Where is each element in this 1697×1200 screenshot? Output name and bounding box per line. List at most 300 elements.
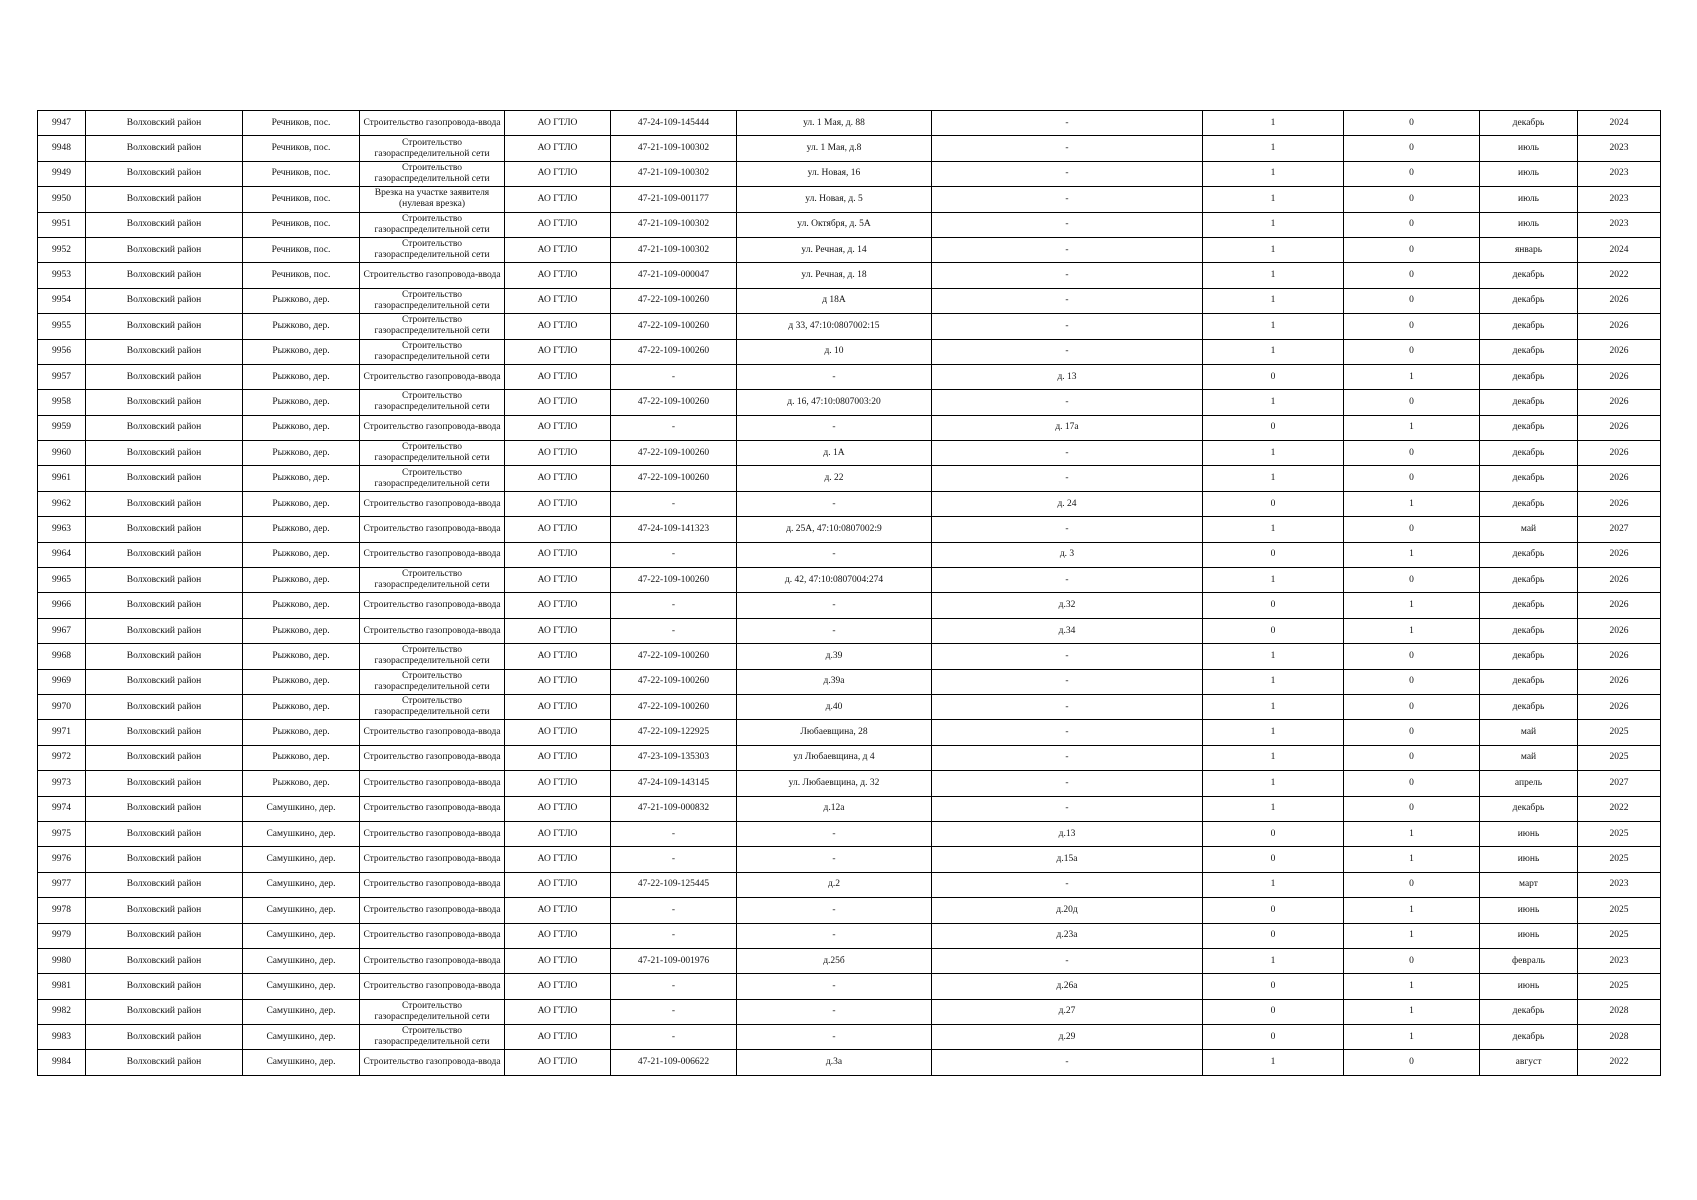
cell-address-connected: ул. 1 Мая, д. 88: [737, 111, 932, 136]
cell-count-a: 0: [1203, 974, 1344, 999]
cell-year: 2026: [1578, 288, 1661, 313]
cell-count-a: 1: [1203, 212, 1344, 237]
cell-address-connected: -: [737, 974, 932, 999]
cell-settlement: Рыжково, дер.: [243, 593, 360, 618]
cell-request-number: 47-24-109-145444: [611, 111, 737, 136]
cell-organization: АО ГТЛО: [505, 974, 611, 999]
cell-row-number: 9966: [38, 593, 86, 618]
cell-settlement: Рыжково, дер.: [243, 568, 360, 593]
cell-address-connected: -: [737, 364, 932, 389]
table-row: [38, 288, 1661, 313]
cell-month: декабрь: [1480, 111, 1578, 136]
cell-address-connected: д.40: [737, 694, 932, 719]
cell-count-a: 1: [1203, 441, 1344, 466]
cell-year: 2026: [1578, 593, 1661, 618]
cell-count-a: 0: [1203, 593, 1344, 618]
cell-row-number: 9948: [38, 136, 86, 161]
cell-address-connected: ул. Речная, д. 14: [737, 237, 932, 262]
table-row: [38, 314, 1661, 339]
cell-count-a: 1: [1203, 669, 1344, 694]
cell-year: 2026: [1578, 314, 1661, 339]
cell-count-b: 0: [1344, 948, 1480, 973]
cell-settlement: Рыжково, дер.: [243, 390, 360, 415]
cell-address-pending: -: [932, 568, 1203, 593]
cell-request-number: -: [611, 415, 737, 440]
cell-address-pending: -: [932, 771, 1203, 796]
cell-address-connected: -: [737, 999, 932, 1024]
table-row: [38, 212, 1661, 237]
cell-month: июль: [1480, 212, 1578, 237]
cell-month: декабрь: [1480, 441, 1578, 466]
table-row: [38, 568, 1661, 593]
cell-year: 2023: [1578, 161, 1661, 186]
cell-count-b: 0: [1344, 466, 1480, 491]
cell-address-pending: -: [932, 1050, 1203, 1075]
cell-work-type: Строительство газопровода-ввода: [360, 618, 505, 643]
cell-count-b: 1: [1344, 898, 1480, 923]
data-table: [37, 110, 1661, 1076]
cell-settlement: Самушкино, дер.: [243, 974, 360, 999]
cell-row-number: 9950: [38, 187, 86, 212]
cell-year: 2025: [1578, 720, 1661, 745]
cell-work-type: Строительство газопровода-ввода: [360, 821, 505, 846]
cell-year: 2026: [1578, 339, 1661, 364]
cell-year: 2023: [1578, 948, 1661, 973]
cell-count-b: 0: [1344, 745, 1480, 770]
cell-district: Волховский район: [86, 364, 243, 389]
cell-address-connected: д.3а: [737, 1050, 932, 1075]
cell-work-type: Строительство газораспределительной сети: [360, 999, 505, 1024]
cell-district: Волховский район: [86, 263, 243, 288]
cell-count-b: 0: [1344, 237, 1480, 262]
cell-month: декабрь: [1480, 466, 1578, 491]
cell-count-a: 1: [1203, 1050, 1344, 1075]
cell-organization: АО ГТЛО: [505, 441, 611, 466]
table-row: [38, 390, 1661, 415]
cell-year: 2027: [1578, 771, 1661, 796]
cell-work-type: Строительство газопровода-ввода: [360, 745, 505, 770]
table-body: [38, 111, 1661, 1076]
cell-request-number: -: [611, 618, 737, 643]
table-row: [38, 974, 1661, 999]
cell-count-a: 0: [1203, 821, 1344, 846]
cell-district: Волховский район: [86, 948, 243, 973]
table-row: [38, 999, 1661, 1024]
cell-district: Волховский район: [86, 187, 243, 212]
table-row: [38, 847, 1661, 872]
cell-settlement: Рыжково, дер.: [243, 694, 360, 719]
cell-work-type: Строительство газораспределительной сети: [360, 339, 505, 364]
cell-count-b: 0: [1344, 694, 1480, 719]
cell-organization: АО ГТЛО: [505, 872, 611, 897]
cell-work-type: Врезка на участке заявителя (нулевая врезка): [360, 187, 505, 212]
cell-year: 2025: [1578, 974, 1661, 999]
cell-count-a: 1: [1203, 339, 1344, 364]
cell-district: Волховский район: [86, 720, 243, 745]
cell-row-number: 9972: [38, 745, 86, 770]
cell-month: июль: [1480, 187, 1578, 212]
cell-settlement: Рыжково, дер.: [243, 618, 360, 643]
cell-request-number: -: [611, 1025, 737, 1050]
cell-organization: АО ГТЛО: [505, 898, 611, 923]
cell-count-a: 0: [1203, 618, 1344, 643]
cell-organization: АО ГТЛО: [505, 187, 611, 212]
cell-request-number: 47-22-109-100260: [611, 339, 737, 364]
cell-district: Волховский район: [86, 669, 243, 694]
cell-district: Волховский район: [86, 872, 243, 897]
cell-address-connected: ул Любаевщина, д 4: [737, 745, 932, 770]
cell-count-b: 0: [1344, 568, 1480, 593]
cell-month: май: [1480, 745, 1578, 770]
cell-district: Волховский район: [86, 542, 243, 567]
cell-month: декабрь: [1480, 796, 1578, 821]
cell-count-b: 0: [1344, 720, 1480, 745]
cell-count-a: 0: [1203, 999, 1344, 1024]
cell-month: декабрь: [1480, 644, 1578, 669]
cell-work-type: Строительство газопровода-ввода: [360, 111, 505, 136]
cell-year: 2026: [1578, 466, 1661, 491]
cell-address-connected: Любаевщина, 28: [737, 720, 932, 745]
cell-month: июль: [1480, 136, 1578, 161]
cell-count-a: 1: [1203, 237, 1344, 262]
cell-year: 2026: [1578, 415, 1661, 440]
cell-count-b: 1: [1344, 491, 1480, 516]
cell-year: 2025: [1578, 745, 1661, 770]
table-row: [38, 644, 1661, 669]
cell-settlement: Рыжково, дер.: [243, 669, 360, 694]
cell-month: май: [1480, 517, 1578, 542]
cell-row-number: 9949: [38, 161, 86, 186]
cell-address-pending: -: [932, 466, 1203, 491]
cell-work-type: Строительство газопровода-ввода: [360, 872, 505, 897]
cell-district: Волховский район: [86, 314, 243, 339]
table-row: [38, 694, 1661, 719]
cell-organization: АО ГТЛО: [505, 644, 611, 669]
cell-year: 2028: [1578, 1025, 1661, 1050]
cell-year: 2026: [1578, 694, 1661, 719]
cell-address-pending: -: [932, 390, 1203, 415]
table-row: [38, 720, 1661, 745]
cell-count-a: 1: [1203, 517, 1344, 542]
cell-work-type: Строительство газопровода-ввода: [360, 491, 505, 516]
cell-work-type: Строительство газопровода-ввода: [360, 796, 505, 821]
cell-count-a: 0: [1203, 542, 1344, 567]
cell-settlement: Рыжково, дер.: [243, 745, 360, 770]
cell-count-b: 0: [1344, 390, 1480, 415]
cell-organization: АО ГТЛО: [505, 847, 611, 872]
cell-address-connected: д.39а: [737, 669, 932, 694]
cell-settlement: Рыжково, дер.: [243, 339, 360, 364]
cell-count-b: 1: [1344, 821, 1480, 846]
cell-row-number: 9982: [38, 999, 86, 1024]
cell-organization: АО ГТЛО: [505, 237, 611, 262]
cell-month: декабрь: [1480, 491, 1578, 516]
cell-count-b: 0: [1344, 1050, 1480, 1075]
cell-settlement: Самушкино, дер.: [243, 872, 360, 897]
cell-count-a: 0: [1203, 415, 1344, 440]
cell-count-b: 1: [1344, 847, 1480, 872]
table-row: [38, 415, 1661, 440]
cell-work-type: Строительство газопровода-ввода: [360, 542, 505, 567]
cell-year: 2025: [1578, 898, 1661, 923]
cell-address-connected: -: [737, 898, 932, 923]
cell-year: 2026: [1578, 441, 1661, 466]
cell-address-pending: -: [932, 694, 1203, 719]
cell-count-b: 0: [1344, 669, 1480, 694]
table-row: [38, 187, 1661, 212]
table-row: [38, 111, 1661, 136]
cell-address-pending: -: [932, 288, 1203, 313]
cell-work-type: Строительство газопровода-ввода: [360, 847, 505, 872]
cell-row-number: 9981: [38, 974, 86, 999]
cell-request-number: 47-22-109-100260: [611, 314, 737, 339]
cell-organization: АО ГТЛО: [505, 136, 611, 161]
cell-settlement: Речников, пос.: [243, 263, 360, 288]
cell-work-type: Строительство газораспределительной сети: [360, 441, 505, 466]
cell-address-pending: д.27: [932, 999, 1203, 1024]
cell-request-number: 47-22-109-100260: [611, 669, 737, 694]
cell-row-number: 9980: [38, 948, 86, 973]
cell-district: Волховский район: [86, 974, 243, 999]
cell-year: 2026: [1578, 491, 1661, 516]
table-row: [38, 466, 1661, 491]
table-row: [38, 745, 1661, 770]
cell-count-b: 0: [1344, 136, 1480, 161]
cell-count-a: 1: [1203, 111, 1344, 136]
cell-settlement: Самушкино, дер.: [243, 948, 360, 973]
cell-district: Волховский район: [86, 1050, 243, 1075]
cell-work-type: Строительство газораспределительной сети: [360, 1025, 505, 1050]
cell-district: Волховский район: [86, 847, 243, 872]
cell-month: декабрь: [1480, 669, 1578, 694]
cell-settlement: Самушкино, дер.: [243, 898, 360, 923]
cell-district: Волховский район: [86, 999, 243, 1024]
cell-work-type: Строительство газопровода-ввода: [360, 974, 505, 999]
cell-settlement: Рыжково, дер.: [243, 491, 360, 516]
table-row: [38, 872, 1661, 897]
table-row: [38, 898, 1661, 923]
cell-year: 2022: [1578, 796, 1661, 821]
cell-organization: АО ГТЛО: [505, 542, 611, 567]
cell-request-number: 47-22-109-125445: [611, 872, 737, 897]
cell-year: 2023: [1578, 872, 1661, 897]
cell-request-number: -: [611, 821, 737, 846]
cell-count-b: 0: [1344, 872, 1480, 897]
cell-address-connected: д 18А: [737, 288, 932, 313]
cell-row-number: 9971: [38, 720, 86, 745]
cell-month: декабрь: [1480, 314, 1578, 339]
table-row: [38, 796, 1661, 821]
cell-address-pending: д. 3: [932, 542, 1203, 567]
cell-organization: АО ГТЛО: [505, 948, 611, 973]
cell-count-a: 1: [1203, 872, 1344, 897]
cell-address-connected: д. 42, 47:10:0807004:274: [737, 568, 932, 593]
cell-settlement: Рыжково, дер.: [243, 288, 360, 313]
cell-address-pending: д.26а: [932, 974, 1203, 999]
cell-row-number: 9974: [38, 796, 86, 821]
cell-request-number: -: [611, 974, 737, 999]
table-row: [38, 821, 1661, 846]
cell-row-number: 9963: [38, 517, 86, 542]
cell-request-number: -: [611, 542, 737, 567]
cell-row-number: 9968: [38, 644, 86, 669]
cell-month: декабрь: [1480, 263, 1578, 288]
cell-address-connected: -: [737, 415, 932, 440]
cell-request-number: 47-21-109-000047: [611, 263, 737, 288]
cell-settlement: Рыжково, дер.: [243, 517, 360, 542]
cell-address-pending: д.29: [932, 1025, 1203, 1050]
table-row: [38, 339, 1661, 364]
cell-count-a: 0: [1203, 491, 1344, 516]
cell-address-connected: -: [737, 491, 932, 516]
cell-count-b: 1: [1344, 593, 1480, 618]
cell-district: Волховский район: [86, 694, 243, 719]
cell-count-a: 1: [1203, 466, 1344, 491]
cell-settlement: Самушкино, дер.: [243, 999, 360, 1024]
cell-count-a: 1: [1203, 720, 1344, 745]
cell-work-type: Строительство газопровода-ввода: [360, 593, 505, 618]
cell-settlement: Рыжково, дер.: [243, 441, 360, 466]
table-row: [38, 441, 1661, 466]
cell-organization: АО ГТЛО: [505, 999, 611, 1024]
cell-request-number: -: [611, 898, 737, 923]
cell-settlement: Самушкино, дер.: [243, 847, 360, 872]
cell-request-number: 47-22-109-100260: [611, 568, 737, 593]
cell-month: декабрь: [1480, 568, 1578, 593]
cell-address-connected: ул. Новая, д. 5: [737, 187, 932, 212]
cell-count-b: 0: [1344, 161, 1480, 186]
cell-work-type: Строительство газораспределительной сети: [360, 694, 505, 719]
cell-year: 2023: [1578, 212, 1661, 237]
cell-count-a: 1: [1203, 796, 1344, 821]
cell-address-connected: -: [737, 1025, 932, 1050]
cell-month: июнь: [1480, 923, 1578, 948]
cell-request-number: -: [611, 593, 737, 618]
cell-row-number: 9959: [38, 415, 86, 440]
cell-address-pending: д.20д: [932, 898, 1203, 923]
cell-organization: АО ГТЛО: [505, 669, 611, 694]
cell-address-pending: -: [932, 720, 1203, 745]
cell-month: март: [1480, 872, 1578, 897]
cell-year: 2026: [1578, 568, 1661, 593]
cell-request-number: -: [611, 999, 737, 1024]
cell-year: 2026: [1578, 542, 1661, 567]
cell-month: июнь: [1480, 898, 1578, 923]
cell-count-b: 1: [1344, 542, 1480, 567]
cell-month: апрель: [1480, 771, 1578, 796]
cell-row-number: 9951: [38, 212, 86, 237]
cell-count-b: 0: [1344, 212, 1480, 237]
cell-district: Волховский район: [86, 441, 243, 466]
cell-count-a: 1: [1203, 390, 1344, 415]
cell-address-pending: д.34: [932, 618, 1203, 643]
cell-month: июль: [1480, 161, 1578, 186]
cell-organization: АО ГТЛО: [505, 466, 611, 491]
cell-row-number: 9978: [38, 898, 86, 923]
cell-month: декабрь: [1480, 694, 1578, 719]
cell-settlement: Самушкино, дер.: [243, 821, 360, 846]
cell-address-connected: д.25б: [737, 948, 932, 973]
table-row: [38, 237, 1661, 262]
cell-address-pending: д.15а: [932, 847, 1203, 872]
cell-request-number: 47-21-109-001177: [611, 187, 737, 212]
cell-count-a: 0: [1203, 898, 1344, 923]
cell-year: 2025: [1578, 821, 1661, 846]
cell-address-pending: -: [932, 745, 1203, 770]
cell-count-a: 1: [1203, 694, 1344, 719]
cell-row-number: 9970: [38, 694, 86, 719]
cell-work-type: Строительство газораспределительной сети: [360, 161, 505, 186]
cell-row-number: 9975: [38, 821, 86, 846]
cell-settlement: Самушкино, дер.: [243, 796, 360, 821]
cell-district: Волховский район: [86, 771, 243, 796]
cell-organization: АО ГТЛО: [505, 593, 611, 618]
cell-count-a: 0: [1203, 923, 1344, 948]
cell-work-type: Строительство газопровода-ввода: [360, 898, 505, 923]
cell-year: 2026: [1578, 669, 1661, 694]
cell-year: 2027: [1578, 517, 1661, 542]
cell-count-b: 1: [1344, 1025, 1480, 1050]
cell-address-connected: ул. Любаевщина, д. 32: [737, 771, 932, 796]
cell-count-b: 0: [1344, 288, 1480, 313]
cell-district: Волховский район: [86, 618, 243, 643]
cell-month: декабрь: [1480, 390, 1578, 415]
cell-organization: АО ГТЛО: [505, 212, 611, 237]
cell-settlement: Речников, пос.: [243, 187, 360, 212]
table-row: [38, 542, 1661, 567]
cell-count-a: 1: [1203, 568, 1344, 593]
cell-count-a: 0: [1203, 1025, 1344, 1050]
cell-row-number: 9947: [38, 111, 86, 136]
table-row: [38, 618, 1661, 643]
cell-district: Волховский район: [86, 796, 243, 821]
cell-count-b: 0: [1344, 187, 1480, 212]
cell-settlement: Рыжково, дер.: [243, 314, 360, 339]
cell-address-pending: -: [932, 263, 1203, 288]
table-row: [38, 263, 1661, 288]
cell-work-type: Строительство газораспределительной сети: [360, 644, 505, 669]
cell-request-number: 47-21-109-006622: [611, 1050, 737, 1075]
cell-work-type: Строительство газопровода-ввода: [360, 948, 505, 973]
cell-year: 2028: [1578, 999, 1661, 1024]
table-row: [38, 948, 1661, 973]
cell-request-number: 47-22-109-100260: [611, 694, 737, 719]
cell-count-b: 1: [1344, 923, 1480, 948]
cell-address-connected: д. 16, 47:10:0807003:20: [737, 390, 932, 415]
cell-address-connected: -: [737, 923, 932, 948]
cell-work-type: Строительство газопровода-ввода: [360, 517, 505, 542]
cell-year: 2024: [1578, 111, 1661, 136]
cell-district: Волховский район: [86, 517, 243, 542]
cell-count-b: 1: [1344, 415, 1480, 440]
cell-address-connected: ул. Речная, д. 18: [737, 263, 932, 288]
cell-count-a: 0: [1203, 847, 1344, 872]
cell-month: декабрь: [1480, 542, 1578, 567]
cell-request-number: 47-21-109-100302: [611, 136, 737, 161]
cell-request-number: 47-22-109-100260: [611, 390, 737, 415]
cell-row-number: 9977: [38, 872, 86, 897]
cell-count-a: 1: [1203, 263, 1344, 288]
table-row: [38, 1050, 1661, 1075]
cell-address-pending: -: [932, 212, 1203, 237]
cell-district: Волховский район: [86, 644, 243, 669]
cell-request-number: -: [611, 847, 737, 872]
cell-settlement: Самушкино, дер.: [243, 1025, 360, 1050]
cell-work-type: Строительство газораспределительной сети: [360, 466, 505, 491]
cell-address-connected: д. 25А, 47:10:0807002:9: [737, 517, 932, 542]
cell-work-type: Строительство газораспределительной сети: [360, 212, 505, 237]
cell-settlement: Рыжково, дер.: [243, 771, 360, 796]
